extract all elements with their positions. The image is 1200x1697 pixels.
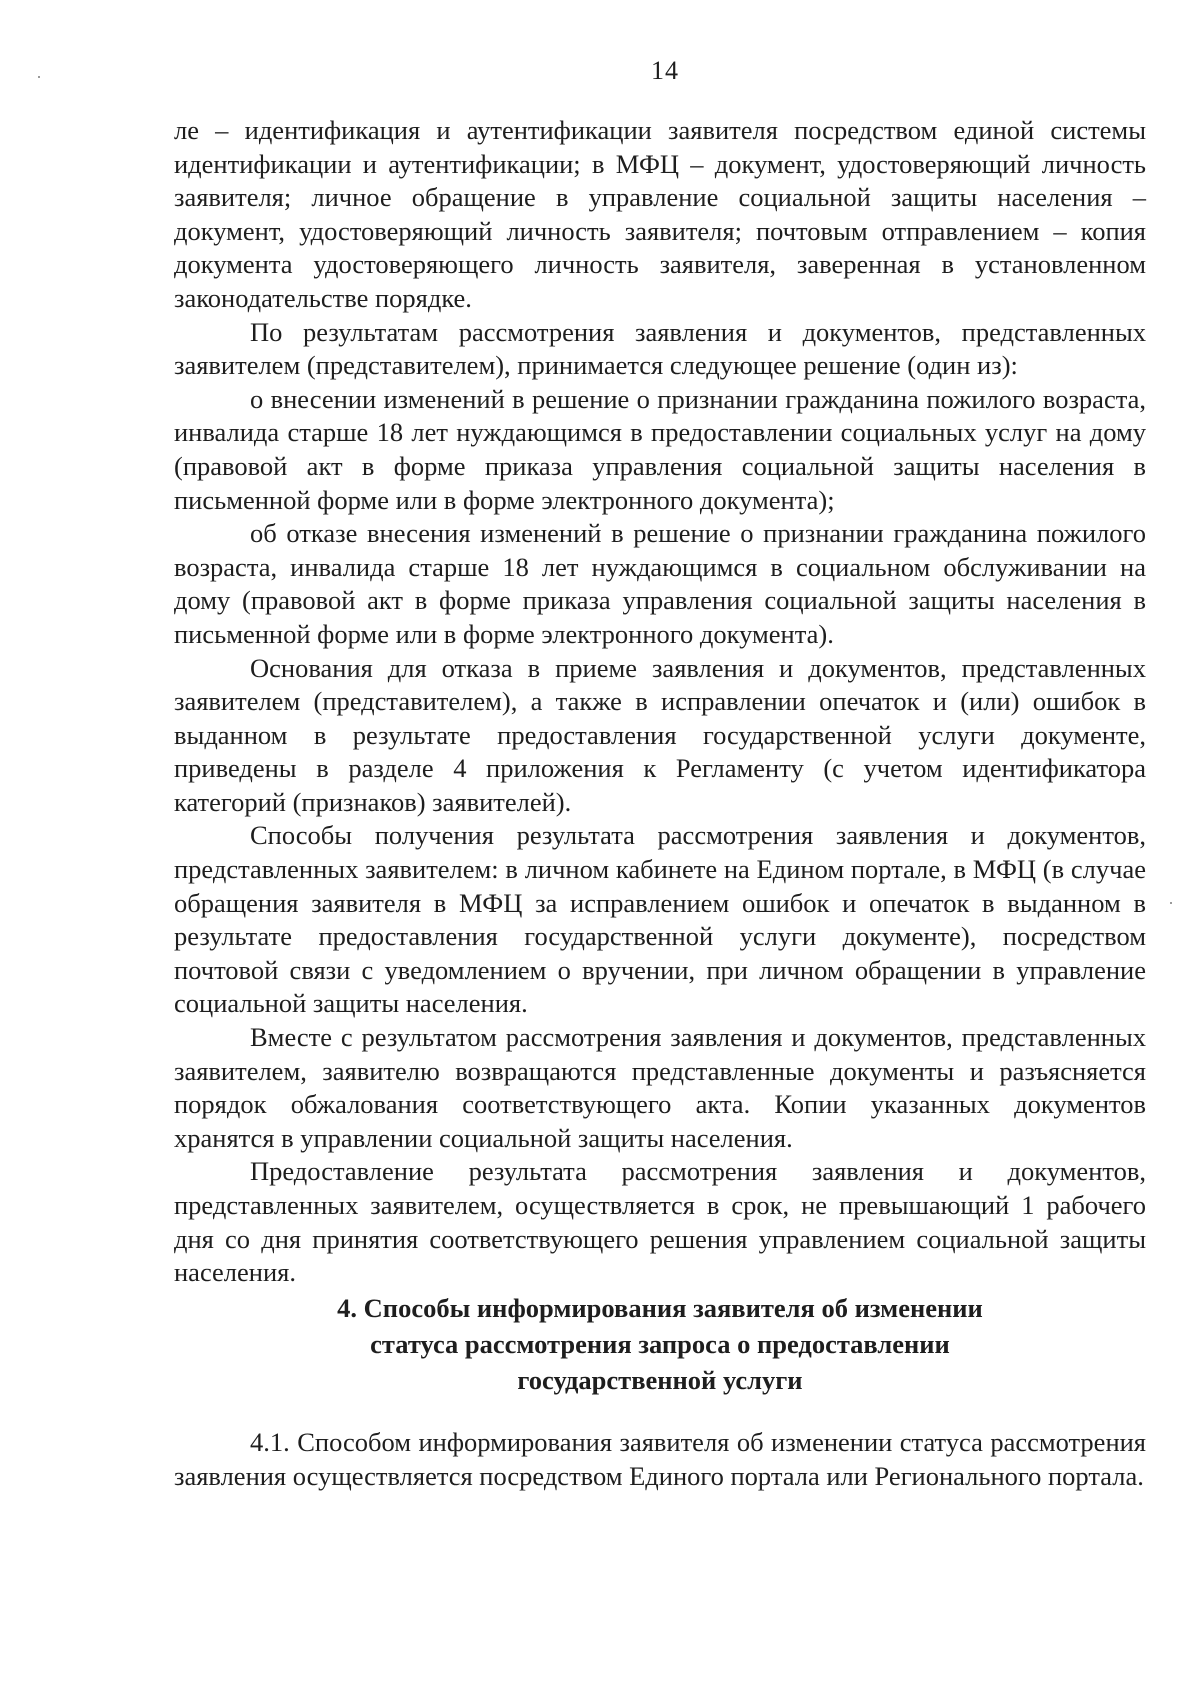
paragraph: о внесении изменений в решение о признании гражданина пожилого возраста, инвалида старше 18 лет нуждающимся в предоставлении социальных услуг на дому (правовой акт в форме приказа управления социальной защиты населения в письменной форме или в форме электронного документа); xyxy=(174,383,1146,515)
paragraph: Основания для отказа в приеме заявления и документов, представленных заявителем (представителем), а также в исправлении опечаток и (или) ошибок в выданном в результате предоставления государственной услуги документе, приведены в разделе 4 приложения к Регламенту (с учетом идентификатора категорий (признаков) заявителей). xyxy=(174,652,1146,817)
paragraph: По результатам рассмотрения заявления и документов, представленных заявителем (представителем), принимается следующее решение (один из): xyxy=(174,316,1146,381)
paragraph: Вместе с результатом рассмотрения заявления и документов, представленных заявителем, заявителю возвращаются представленные документы и разъясняется порядок обжалования соответствующего акта. Копии указанных документов хранятся в управлении социальной защиты населения. xyxy=(174,1022,1146,1153)
section-heading-line: статуса рассмотрения запроса о предоставлении xyxy=(370,1329,950,1359)
paragraph: об отказе внесения изменений в решение о признании гражданина пожилого возраста, инвалида старше 18 лет нуждающимся в социальном обслуживании на дому (правовой акт в форме приказа управления социальной защиты населения в письменной форме или в форме электронного документа). xyxy=(174,518,1146,649)
paragraph: ле – идентификация и аутентификации заявителя посредством единой системы идентификации и аутентификации; в МФЦ – документ, удостоверяющий личность заявителя; личное обращение в управление социальной защиты населения – документ, удостоверяющий личность заявителя; почтовым отправлением – копия документа удостоверяющего личность заявителя, заверенная в установленном законодательстве порядке. xyxy=(174,115,1146,313)
section-heading-line: государственной услуги xyxy=(517,1365,803,1395)
section-paragraph: 4.1. Способом информирования заявителя об изменении статуса рассмотрения заявления осуществляется посредством Единого портала или Регионального портала. xyxy=(174,1427,1146,1491)
scan-speck xyxy=(1170,902,1172,904)
section-heading xyxy=(174,1290,1146,1398)
body-text xyxy=(174,114,1146,1290)
paragraph: Предоставление результата рассмотрения заявления и документов, представленных заявителем, осуществляется в срок, не превышающий 1 рабочего дня со дня принятия соответствующего решения управлением социальной защиты населения. xyxy=(174,1156,1146,1288)
page-number: 14 xyxy=(651,56,679,85)
section-body xyxy=(174,1426,1146,1493)
section-heading-line: 4. Способы информирования заявителя об изменении xyxy=(337,1293,983,1323)
paragraph: Способы получения результата рассмотрения заявления и документов, представленных заявителем: в личном кабинете на Едином портале, в МФЦ (в случае обращения заявителя в МФЦ за исправлением ошибок и опечаток в выданном в результате предоставления государственной услуги документе), посредством почтовой связи с уведомлением о вручении, при личном обращении в управление социальной защиты населения. xyxy=(174,820,1146,1019)
